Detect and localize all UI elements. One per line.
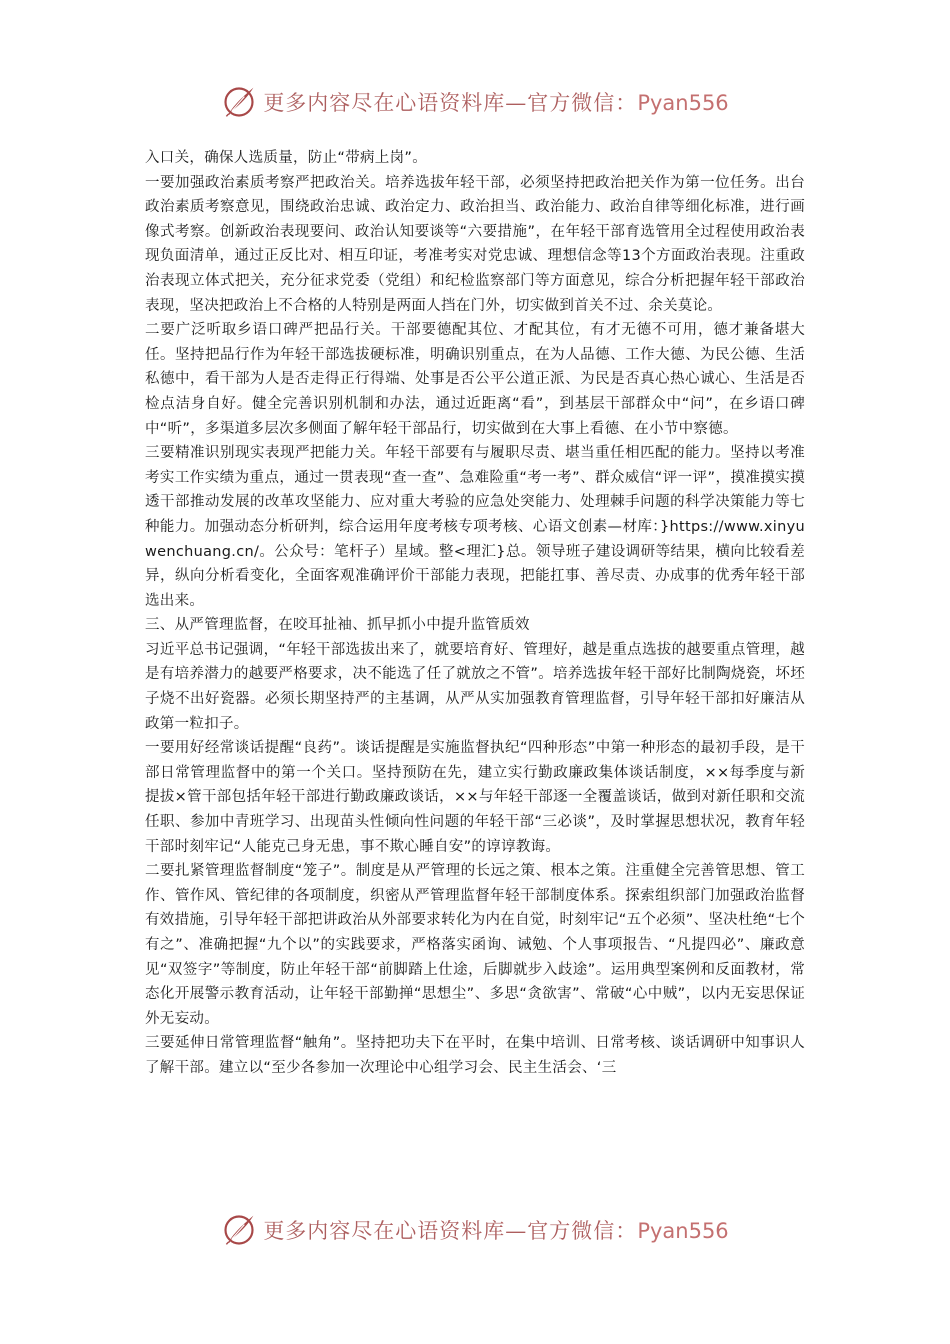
section-heading: 三、从严管理监督，在咬耳扯袖、抓早抓小中提升监管质效 <box>145 617 530 634</box>
watermark-banner-bottom <box>0 1208 950 1252</box>
paragraph: 入口关，确保人选质量，防止“带病上岗”。 <box>145 150 428 166</box>
watermark-main: 更多内容尽在心语资料库—官方微信： <box>263 91 638 115</box>
watermark-text <box>263 87 728 117</box>
watermark-text <box>263 1215 728 1245</box>
paragraph: 二要扎紧管理监督制度“笼子”。制度是从严管理的长远之策、根本之策。注重健全完善管思想、管工作、管作风、管纪律的各项制度，织密从严管理监督年轻干部制度体系。探索组织部门加强政治监督有效措施，引导年轻干部把讲政治从外部要求转化为内在自觉，时刻牢记“五个必须”、坚决杜绝“七个有之”、准确把握“九个以”的实践要求，严格落实函询、诫勉、个人事项报告、“凡提四必”、廉政意见“双签字”等制度，防止年轻干部“前脚踏上仕途，后脚就步入歧途”。运用典型案例和反面教材，常态化开展警示教育活动，让年轻干部勤掸“思想尘”、多思“贪欲害”、常破“心中贼”，以内无妄思保证外无妄动。 <box>145 863 805 1027</box>
paragraph: 三要延伸日常管理监督“触角”。坚持把功夫下在平时，在集中培训、日常考核、谈话调研中知事识人了解干部。建立以“至少各参加一次理论中心组学习会、民主生活会、‘三 <box>145 1035 805 1076</box>
quill-logo-icon <box>221 84 257 120</box>
watermark-wechat-id: Pyan556 <box>637 1219 729 1243</box>
watermark-wechat-id: Pyan556 <box>637 91 729 115</box>
paragraph: 一要加强政治素质考察严把政治关。培养选拔年轻干部，必须坚持把政治把关作为第一位任务。出台政治素质考察意见，围绕政治忠诚、政治定力、政治担当、政治能力、政治自律等细化标准，进行画像式考察。创新政治表现要问、政治认知要谈等“六要措施”，在年轻干部育选管用全过程使用政治表现负面清单，通过正反比对、相互印证，考准考实对党忠诚、理想信念等13个方面政治表现。注重政治表现立体式把关，充分征求党委（党组）和纪检监察部门等方面意见，综合分析把握年轻干部政治表现，坚决把政治上不合格的人特别是两面人挡在门外，切实做到首关不过、余关莫论。 <box>145 174 805 314</box>
paragraph: 习近平总书记强调，“年轻干部选拔出来了，就要培育好、管理好，越是重点选拔的越要重点管理，越是有培养潜力的越要严格要求，决不能选了任了就放之不管”。培养选拔年轻干部好比制陶烧瓷，坏坯子烧不出好瓷器。必须长期坚持严的主基调，从严从实加强教育管理监督，引导年轻干部扣好廉洁从政第一粒扣子。 <box>145 641 805 732</box>
paragraph: 二要广泛听取乡语口碑严把品行关。干部要德配其位、才配其位，有才无德不可用，德才兼备堪大任。坚持把品行作为年轻干部选拔硬标准，明确识别重点，在为人品德、工作大德、为民公德、生活私德中，看干部为人是否走得正行得端、处事是否公平公道正派、为民是否真心热心诚心、生活是否检点洁身自好。健全完善识别机制和办法，通过近距离“看”，到基层干部群众中“问”，在乡语口碑中“听”，多渠道多层次多侧面了解年轻干部品行，切实做到在大事上看德、在小节中察德。 <box>145 322 805 437</box>
document-body <box>145 146 805 1081</box>
quill-logo-icon <box>221 1212 257 1248</box>
paragraph: 一要用好经常谈话提醒“良药”。谈话提醒是实施监督执纪“四种形态”中第一种形态的最初手段，是干部日常管理监督中的第一个关口。坚持预防在先，建立实行勤政廉政集体谈话制度，××每季度与新提拔×管干部包括年轻干部进行勤政廉政谈话，××与年轻干部逐一全覆盖谈话，做到对新任职和交流任职、参加中青班学习、出现苗头性倾向性问题的年轻干部“三必谈”，及时掌握思想状况，教育年轻干部时刻牢记“人能克己身无患，事不欺心睡自安”的谆谆教诲。 <box>145 740 805 855</box>
paragraph: 三要精准识别现实表现严把能力关。年轻干部要有与履职尽责、堪当重任相匹配的能力。坚持以考准考实工作实绩为重点，通过一贯表现“查一查”、急难险重“考一考”、群众威信“评一评”，摸准摸实摸透干部推动发展的改革攻坚能力、应对重大考验的应急处突能力、处理棘手问题的科学决策能力等七种能力。加强动态分析研判，综合运用年度考核专项考核、心语文创素—材库：}https://www.xinyuwenchuang.cn/。公众号：笔杆子）星域。整<理汇}总。领导班子建设调研等结果，横向比较看差异，纵向分析看变化，全面客观准确评价干部能力表现，把能扛事、善尽责、办成事的优秀年轻干部选出来。 <box>145 445 805 609</box>
watermark-banner-top <box>0 80 950 124</box>
watermark-main: 更多内容尽在心语资料库—官方微信： <box>263 1219 638 1243</box>
